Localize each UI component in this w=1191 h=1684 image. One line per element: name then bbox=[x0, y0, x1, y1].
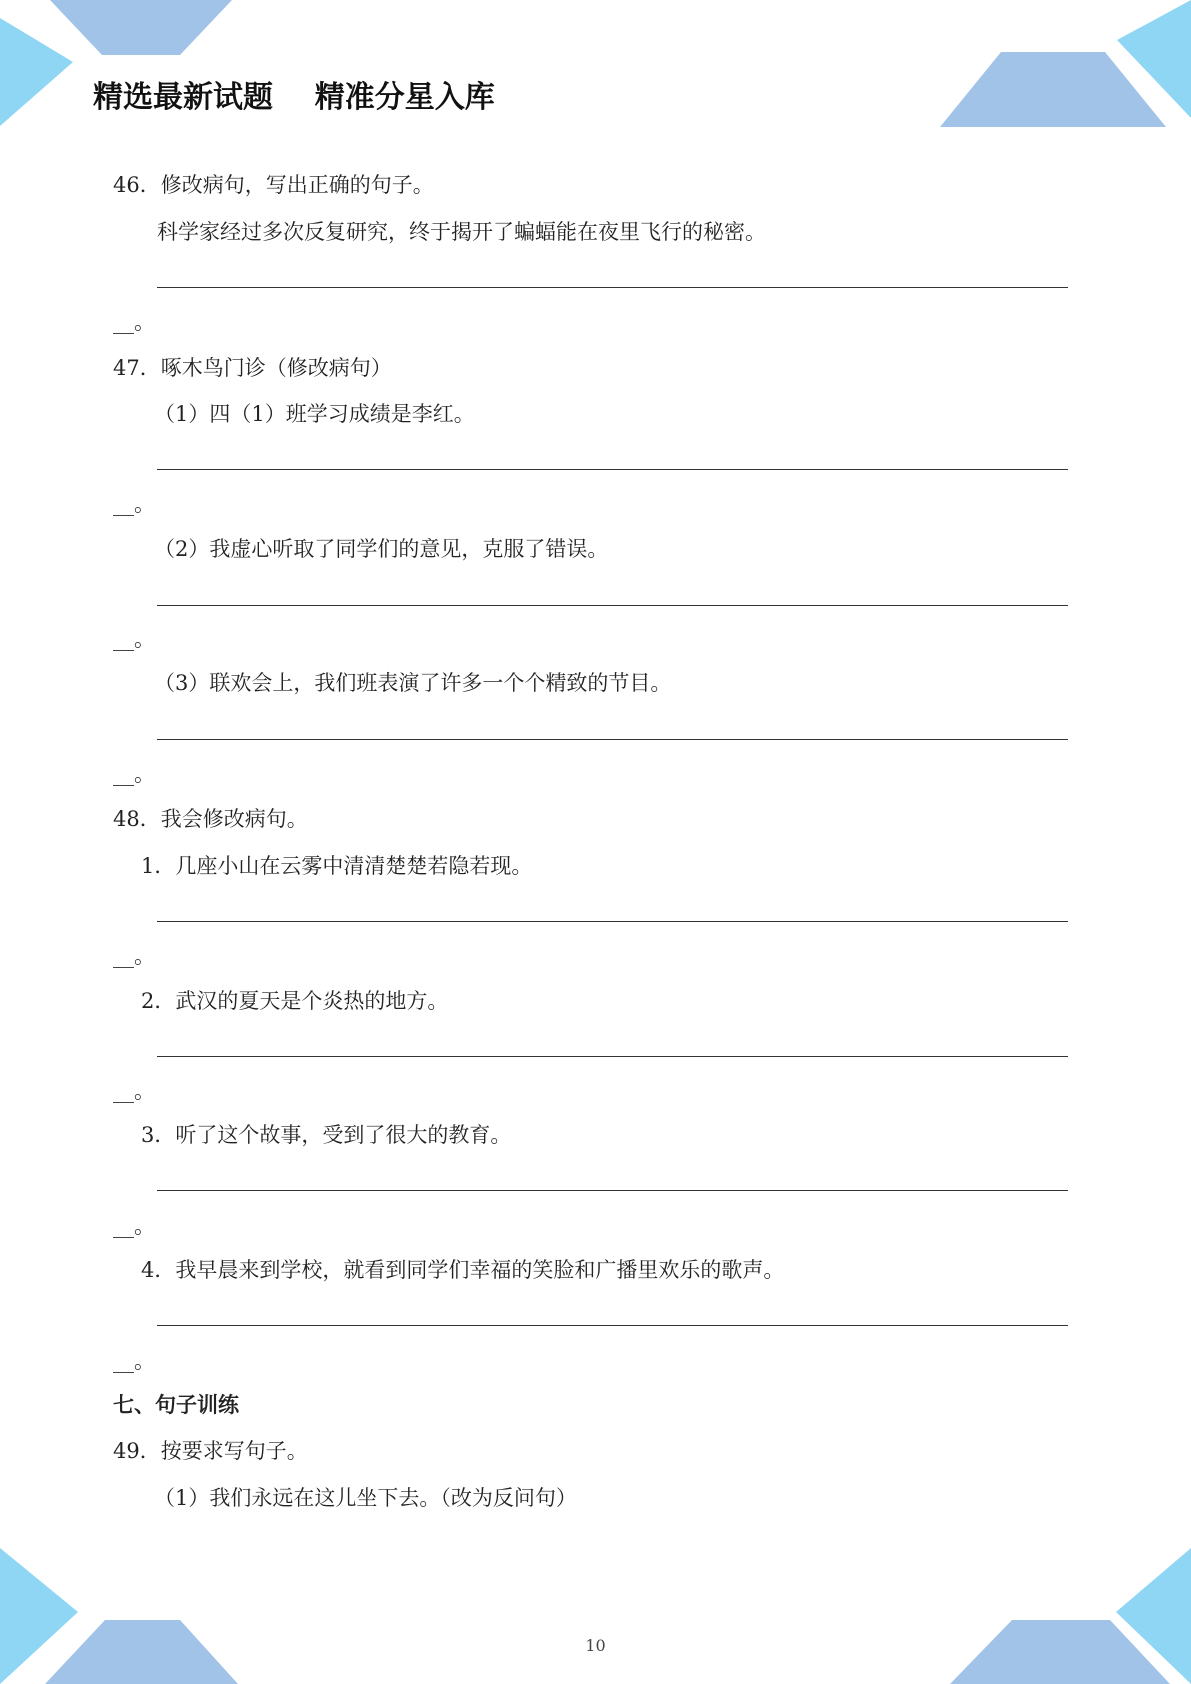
bottom-left-triangle bbox=[0, 1548, 78, 1684]
answer-line-end: __。 bbox=[113, 1349, 155, 1373]
answer-line bbox=[157, 1190, 1068, 1191]
answer-line-end: __。 bbox=[113, 492, 155, 516]
question-48-item-1: 1．几座小山在云雾中清清楚楚若隐若现。 bbox=[141, 854, 533, 878]
top-left-triangle bbox=[0, 18, 73, 126]
question-47-item-1: （1）四（1）班学习成绩是李红。 bbox=[154, 402, 475, 426]
question-49-item-1: （1）我们永远在这儿坐下去。（改为反问句） bbox=[154, 1486, 577, 1510]
answer-line bbox=[157, 1056, 1068, 1057]
question-49-heading: 49．按要求写句子。 bbox=[113, 1439, 308, 1463]
question-47-item-2: （2）我虚心听取了同学们的意见，克服了错误。 bbox=[154, 537, 609, 561]
answer-line bbox=[157, 739, 1068, 740]
answer-line bbox=[157, 287, 1068, 288]
top-right-trapezoid bbox=[940, 52, 1166, 127]
answer-line bbox=[157, 1325, 1068, 1326]
question-47-item-3: （3）联欢会上，我们班表演了许多一个个精致的节目。 bbox=[154, 671, 672, 695]
answer-line bbox=[157, 921, 1068, 922]
answer-line-end: __。 bbox=[113, 1214, 155, 1238]
question-48-heading: 48．我会修改病句。 bbox=[113, 807, 308, 831]
page-number: 10 bbox=[585, 1636, 606, 1655]
question-48-item-2: 2．武汉的夏天是个炎热的地方。 bbox=[141, 989, 449, 1013]
question-48-item-4: 4．我早晨来到学校，就看到同学们幸福的笑脸和广播里欢乐的歌声。 bbox=[141, 1258, 785, 1282]
question-46-heading: 46．修改病句，写出正确的句子。 bbox=[113, 173, 434, 197]
answer-line bbox=[157, 469, 1068, 470]
header-title: 精选最新试题 精准分星入库 bbox=[93, 80, 495, 115]
question-47-heading: 47．啄木鸟门诊（修改病句） bbox=[113, 356, 392, 380]
answer-line-end: __。 bbox=[113, 944, 155, 968]
answer-line-end: __。 bbox=[113, 627, 155, 651]
top-right-triangle bbox=[1117, 0, 1191, 118]
answer-line-end: __。 bbox=[113, 310, 155, 334]
question-46-sentence: 科学家经过多次反复研究，终于揭开了蝙蝠能在夜里飞行的秘密。 bbox=[157, 220, 766, 244]
answer-line-end: __。 bbox=[113, 1079, 155, 1103]
top-left-trapezoid bbox=[50, 0, 232, 55]
question-48-item-3: 3．听了这个故事，受到了很大的教育。 bbox=[141, 1123, 512, 1147]
answer-line-end: __。 bbox=[113, 762, 155, 786]
answer-line bbox=[157, 605, 1068, 606]
section-heading: 七、句子训练 bbox=[113, 1393, 239, 1417]
bottom-right-triangle bbox=[1116, 1548, 1191, 1684]
